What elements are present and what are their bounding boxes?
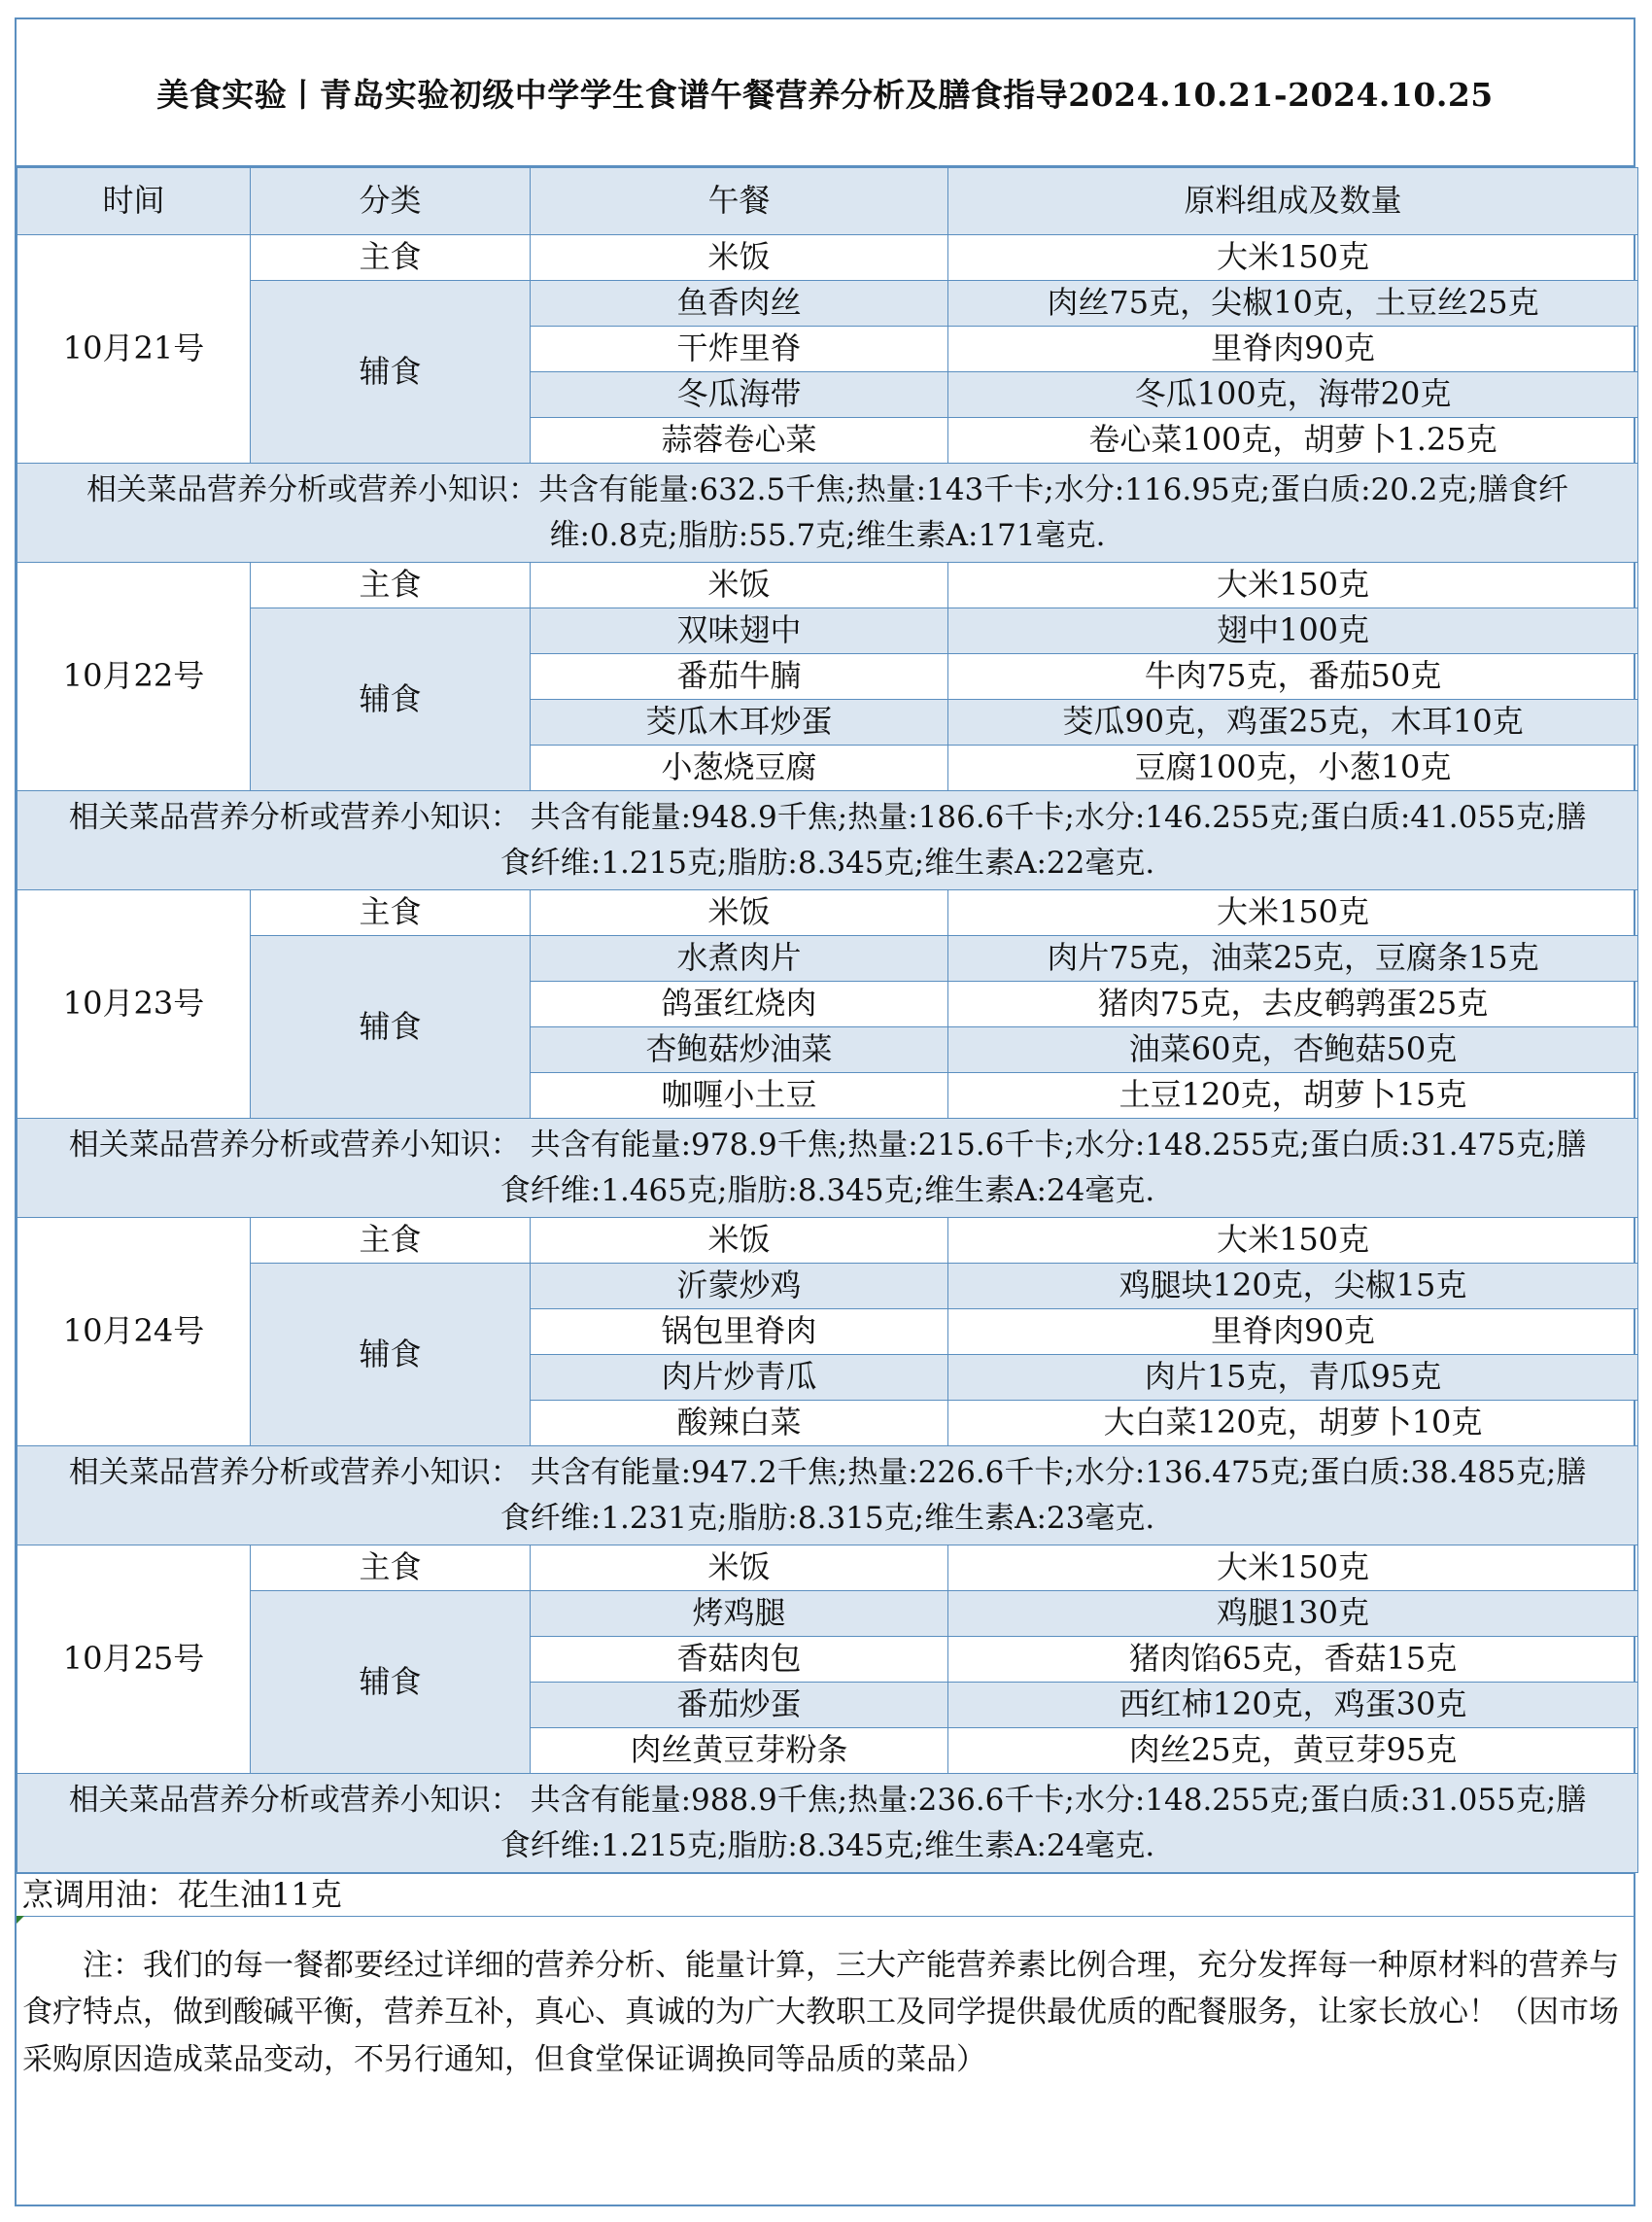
menu-row (17, 936, 1638, 982)
dish-ingredients: 卷心菜100克，胡萝卜1.25克 (948, 418, 1638, 464)
dish-name: 杏鲍菇炒油菜 (531, 1027, 948, 1073)
dish-name: 干炸里脊 (531, 327, 948, 372)
dish-ingredients: 油菜60克，杏鲍菇50克 (948, 1027, 1638, 1073)
dish-ingredients: 豆腐100克，小葱10克 (948, 746, 1638, 791)
cell-marker-icon (17, 1916, 24, 1924)
dish-name: 番茄牛腩 (531, 654, 948, 700)
dish-name: 番茄炒蛋 (531, 1683, 948, 1728)
dish-name: 肉片炒青瓜 (531, 1355, 948, 1401)
menu-row (17, 281, 1638, 327)
menu-row (17, 1218, 1638, 1264)
dish-name: 双味翅中 (531, 608, 948, 654)
header-category: 分类 (251, 168, 531, 235)
nutrition-analysis: 相关菜品营养分析或营养小知识： 共含有能量:978.9千焦;热量:215.6千卡;水分:148.255克;蛋白质:31.475克;膳食纤维:1.465克;脂肪:8.345克;维生素A:24毫克. (17, 1119, 1638, 1218)
analysis-row (17, 464, 1638, 563)
menu-row (17, 1591, 1638, 1637)
menu-table (17, 167, 1638, 1873)
menu-row (17, 608, 1638, 654)
dish-name: 烤鸡腿 (531, 1591, 948, 1637)
dish-ingredients: 牛肉75克，番茄50克 (948, 654, 1638, 700)
menu-body (17, 235, 1638, 1873)
dish-ingredients: 大米150克 (948, 890, 1638, 936)
dish-ingredients: 土豆120克，胡萝卜15克 (948, 1073, 1638, 1119)
analysis-row (17, 1774, 1638, 1873)
category-side: 辅食 (251, 936, 531, 1119)
header-ingredients: 原料组成及数量 (948, 168, 1638, 235)
dish-name: 咖喱小土豆 (531, 1073, 948, 1119)
footer-note (17, 1916, 1634, 2083)
category-staple: 主食 (251, 235, 531, 281)
menu-row (17, 890, 1638, 936)
nutrition-analysis: 相关菜品营养分析或营养小知识：共含有能量:632.5千焦;热量:143千卡;水分:116.95克;蛋白质:20.2克;膳食纤维:0.8克;脂肪:55.7克;维生素A:171毫克. (17, 464, 1638, 563)
dish-name: 茭瓜木耳炒蛋 (531, 700, 948, 746)
dish-ingredients: 肉片15克，青瓜95克 (948, 1355, 1638, 1401)
date-cell: 10月21号 (17, 235, 251, 464)
category-side: 辅食 (251, 608, 531, 791)
analysis-row (17, 1119, 1638, 1218)
dish-ingredients: 西红柿120克，鸡蛋30克 (948, 1683, 1638, 1728)
category-staple: 主食 (251, 1218, 531, 1264)
dish-ingredients: 鸡腿块120克，尖椒15克 (948, 1264, 1638, 1309)
category-side: 辅食 (251, 1591, 531, 1774)
footer-note-text: 注：我们的每一餐都要经过详细的营养分析、能量计算，三大产能营养素比例合理，充分发挥每一种原材料的营养与食疗特点，做到酸碱平衡，营养互补，真心、真诚的为广大教职工及同学提供最优质的配餐服务，让家长放心！（因市场采购原因造成菜品变动，不另行通知，但食堂保证调换同等品质的菜品） (22, 1948, 1619, 2077)
dish-ingredients: 大米150克 (948, 1545, 1638, 1591)
dish-name: 水煮肉片 (531, 936, 948, 982)
dish-name: 鸽蛋红烧肉 (531, 982, 948, 1027)
dish-name: 冬瓜海带 (531, 372, 948, 418)
dish-ingredients: 翅中100克 (948, 608, 1638, 654)
dish-ingredients: 猪肉馅65克，香菇15克 (948, 1637, 1638, 1683)
analysis-row (17, 1446, 1638, 1545)
category-side: 辅食 (251, 1264, 531, 1446)
dish-name: 鱼香肉丝 (531, 281, 948, 327)
dish-name: 香菇肉包 (531, 1637, 948, 1683)
menu-row (17, 563, 1638, 608)
dish-ingredients: 大米150克 (948, 563, 1638, 608)
dish-ingredients: 猪肉75克，去皮鹌鹑蛋25克 (948, 982, 1638, 1027)
menu-row (17, 235, 1638, 281)
header-row (17, 168, 1638, 235)
dish-name: 沂蒙炒鸡 (531, 1264, 948, 1309)
dish-name: 米饭 (531, 1545, 948, 1591)
nutrition-analysis: 相关菜品营养分析或营养小知识： 共含有能量:947.2千焦;热量:226.6千卡;水分:136.475克;蛋白质:38.485克;膳食纤维:1.231克;脂肪:8.315克;维生素A:23毫克. (17, 1446, 1638, 1545)
dish-ingredients: 里脊肉90克 (948, 1309, 1638, 1355)
category-staple: 主食 (251, 1545, 531, 1591)
dish-name: 米饭 (531, 890, 948, 936)
dish-ingredients: 里脊肉90克 (948, 327, 1638, 372)
nutrition-analysis: 相关菜品营养分析或营养小知识： 共含有能量:988.9千焦;热量:236.6千卡;水分:148.255克;蛋白质:31.055克;膳食纤维:1.215克;脂肪:8.345克;维生素A:24毫克. (17, 1774, 1638, 1873)
header-time: 时间 (17, 168, 251, 235)
date-cell: 10月23号 (17, 890, 251, 1119)
cooking-oil-text: 烹调用油：花生油11克 (22, 1876, 342, 1913)
menu-row (17, 1264, 1638, 1309)
dish-ingredients: 肉丝75克，尖椒10克，土豆丝25克 (948, 281, 1638, 327)
category-staple: 主食 (251, 563, 531, 608)
nutrition-analysis: 相关菜品营养分析或营养小知识： 共含有能量:948.9千焦;热量:186.6千卡;水分:146.255克;蛋白质:41.055克;膳食纤维:1.215克;脂肪:8.345克;维生素A:22毫克. (17, 791, 1638, 890)
page-title: 美食实验丨青岛实验初级中学学生食谱午餐营养分析及膳食指导2024.10.21-2024.10.25 (17, 19, 1634, 167)
menu-sheet (15, 17, 1635, 2206)
dish-ingredients: 茭瓜90克，鸡蛋25克，木耳10克 (948, 700, 1638, 746)
dish-ingredients: 鸡腿130克 (948, 1591, 1638, 1637)
dish-name: 锅包里脊肉 (531, 1309, 948, 1355)
date-cell: 10月25号 (17, 1545, 251, 1774)
dish-name: 肉丝黄豆芽粉条 (531, 1728, 948, 1774)
dish-ingredients: 大米150克 (948, 1218, 1638, 1264)
analysis-row (17, 791, 1638, 890)
dish-ingredients: 肉丝25克，黄豆芽95克 (948, 1728, 1638, 1774)
dish-name: 小葱烧豆腐 (531, 746, 948, 791)
dish-ingredients: 大米150克 (948, 235, 1638, 281)
dish-name: 米饭 (531, 235, 948, 281)
menu-row (17, 1545, 1638, 1591)
category-staple: 主食 (251, 890, 531, 936)
category-side: 辅食 (251, 281, 531, 464)
dish-ingredients: 肉片75克，油菜25克，豆腐条15克 (948, 936, 1638, 982)
header-lunch: 午餐 (531, 168, 948, 235)
date-cell: 10月22号 (17, 563, 251, 791)
dish-name: 米饭 (531, 563, 948, 608)
cooking-oil (17, 1873, 1634, 1916)
dish-ingredients: 冬瓜100克，海带20克 (948, 372, 1638, 418)
dish-ingredients: 大白菜120克，胡萝卜10克 (948, 1401, 1638, 1446)
dish-name: 蒜蓉卷心菜 (531, 418, 948, 464)
dish-name: 米饭 (531, 1218, 948, 1264)
dish-name: 酸辣白菜 (531, 1401, 948, 1446)
date-cell: 10月24号 (17, 1218, 251, 1446)
